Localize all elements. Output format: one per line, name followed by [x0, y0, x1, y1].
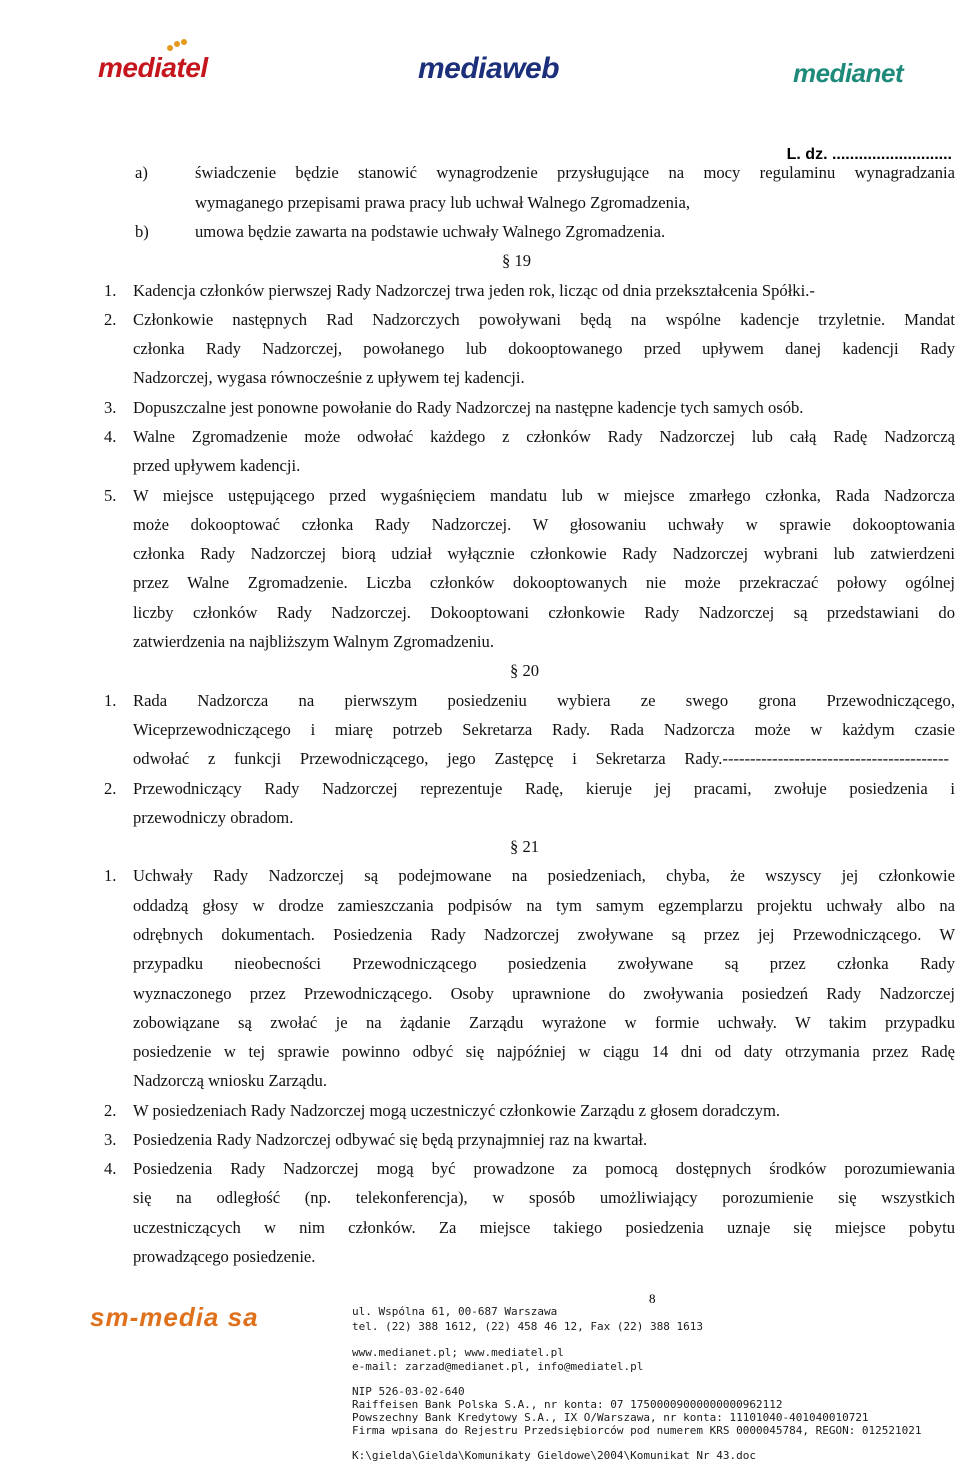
text-line: Walne Zgromadzenie może odwołać każdego z członków Rady Nadzorczej lub całą Radę Nadzorczą — [133, 427, 955, 446]
text-line: może dokooptować członka Rady Nadzorczej. W głosowaniu uchwały w sprawie dokooptowania — [133, 515, 955, 534]
text-line: prowadzącego posiedzenie. — [133, 1247, 316, 1266]
item-number: 5. — [104, 486, 117, 505]
footer-krs: Firma wpisana do Rejestru Przedsiębiorców pod numerem KRS 0000045784, REGON: 012521021 — [352, 1424, 922, 1437]
text-line: Posiedzenia Rady Nadzorczej mogą być prowadzone za pomocą dostępnych środków porozumiewania — [133, 1159, 955, 1178]
medianet-logo — [793, 58, 903, 89]
item-number: 1. — [104, 281, 117, 300]
footer-file-path: K:\gielda\Gielda\Komunikaty Gieldowe\2004\Komunikat Nr 43.doc — [352, 1449, 756, 1462]
text-line: przewodniczy obradom. — [133, 808, 294, 827]
footer-email: e-mail: zarzad@medianet.pl, info@mediatel.pl — [352, 1360, 644, 1373]
mediatel-logo-text: mediatel — [98, 52, 208, 83]
item-number: 2. — [104, 779, 117, 798]
item-number: 3. — [104, 1130, 117, 1149]
item-number: 3. — [104, 398, 117, 417]
text-line: świadczenie będzie stanowić wynagrodzenie przysługujące na mocy regulaminu wynagradzania — [195, 163, 955, 182]
text-line: przed upływem kadencji. — [133, 456, 301, 475]
text-line: członka Rady Nadzorczej biorą udział wyłącznie członkowie Rady Nadzorczej wybrani lub zatwierdzeni — [133, 544, 955, 563]
item-number: 2. — [104, 1101, 117, 1120]
item-number: 1. — [104, 691, 117, 710]
text-line: członka Rady Nadzorczej, powołanego lub dokooptowanego przed upływem danej kadencji Rady — [133, 339, 955, 358]
footer-address: ul. Wspólna 61, 00-687 Warszawa — [352, 1305, 558, 1318]
text-line: Wiceprzewodniczącego i miarę potrzeb Sekretarza Rady. Rada Nadzorcza może w każdym czasie — [133, 720, 955, 739]
text-line: odrębnych dokumentach. Posiedzenia Rady Nadzorczej zwoływane są przez jej Przewodniczącego. W — [133, 925, 955, 944]
footer-www: www.medianet.pl; www.mediatel.pl — [352, 1346, 564, 1359]
footer-bank-2: Powszechny Bank Kredytowy S.A., IX O/Warszawa, nr konta: 11101040-401040010721 — [352, 1411, 869, 1424]
footer-bank-1: Raiffeisen Bank Polska S.A., nr konta: 07 17500009000000000962112 — [352, 1398, 783, 1411]
text-line: W miejsce ustępującego przed wygaśnięciem mandatu lub w miejsce zmarłego członka, Rada Nadzorcza — [133, 486, 955, 505]
text-line: wyznaczonego przez Przewodniczącego. Osoby uprawnione do zwoływania posiedzeń Rady Nadzorczej — [133, 984, 955, 1003]
text-line: Członkowie następnych Rad Nadzorczych powoływani będą na wspólne kadencje trzyletnie. Mandat — [133, 310, 955, 329]
text-line: Uchwały Rady Nadzorczej są podejmowane na posiedzeniach, chyba, że wszyscy jej członkowie — [133, 866, 955, 885]
text-line: przypadku nieobecności Przewodniczącego posiedzenia zwoływane są przez członka Rady — [133, 954, 955, 973]
section-heading: § 21 — [510, 837, 540, 856]
text-line: Przewodniczący Rady Nadzorczej reprezentuje Radę, kieruje jej pracami, zwołuje posiedzenia i — [133, 779, 955, 798]
text-line: odwołać z funkcji Przewodniczącego, jego Zastępcę i Sekretarza Rady.----------------------------------------- — [133, 749, 949, 768]
text-line: Nadzorczą wniosku Zarządu. — [133, 1071, 327, 1090]
text-line: przez Walne Zgromadzenie. Liczba członków dokooptowanych nie może przekraczać połowy ogólnej — [133, 573, 955, 592]
text-line: umowa będzie zawarta na podstawie uchwały Walnego Zgromadzenia. — [195, 222, 666, 241]
footer-phone: tel. (22) 388 1612, (22) 458 46 12, Fax (22) 388 1613 — [352, 1320, 703, 1333]
sm-media-logo: sm-media sa — [90, 1302, 259, 1332]
text-line: W posiedzeniach Rady Nadzorczej mogą uczestniczyć członkowie Zarządu z głosem doradczym. — [133, 1101, 781, 1120]
text-line: Rada Nadzorcza na pierwszym posiedzeniu wybiera ze swego grona Przewodniczącego, — [133, 691, 955, 710]
item-number: 4. — [104, 427, 117, 446]
text-line: Nadzorczej, wygasa równocześnie z upływem tej kadencji. — [133, 368, 525, 387]
medianet-logo-text: medianet — [793, 58, 904, 88]
text-line: zobowiązane są zwołać je na żądanie Zarządu wyrażone w formie uchwały. W takim przypadku — [133, 1013, 955, 1032]
item-number: 4. — [104, 1159, 117, 1178]
mediaweb-logo — [418, 52, 559, 86]
text-line: się na odległość (np. telekonferencja), w sposób umożliwiający porozumienie się wszystkich — [133, 1188, 955, 1207]
item-number: 2. — [104, 310, 117, 329]
text-line: zatwierdzenia na najbliższym Walnym Zgromadzeniu. — [133, 632, 494, 651]
text-line: posiedzenie w tej sprawie powinno odbyć się najpóźniej w ciągu 14 dni od daty otrzymania przez Radę — [133, 1042, 955, 1061]
text-line: Posiedzenia Rady Nadzorczej odbywać się będą przynajmniej raz na kwartał. — [133, 1130, 648, 1149]
section-heading: § 19 — [502, 251, 532, 270]
section-heading: § 20 — [510, 661, 540, 680]
text-line: oddadzą głosy w drodze zamieszczania podpisów na tym samym egzemplarzu projektu uchwały albo na — [133, 896, 955, 915]
text-line: wymaganego przepisami prawa pracy lub uchwał Walnego Zgromadzenia, — [195, 193, 691, 212]
page-number: 8 — [649, 1291, 656, 1306]
footer-nip: NIP 526-03-02-640 — [352, 1385, 465, 1398]
item-label: a) — [135, 163, 148, 182]
text-line: Dopuszczalne jest ponowne powołanie do Rady Nadzorczej na następne kadencje tych samych osób. — [133, 398, 804, 417]
text-line: liczby członków Rady Nadzorczej. Dokooptowani członkowie Rady Nadzorczej są przedstawiani do — [133, 603, 955, 622]
document-reference-number: L. dz. ........................... — [786, 146, 952, 163]
text-line: uczestniczących w nim członków. Za miejsce takiego posiedzenia uznaje się miejsce pobytu — [133, 1218, 955, 1237]
item-label: b) — [135, 222, 149, 241]
mediatel-logo-accent-icon — [166, 38, 192, 52]
text-line: Kadencja członków pierwszej Rady Nadzorczej trwa jeden rok, licząc od dnia przekształcenia Spółki.- — [133, 281, 815, 300]
mediatel-logo — [98, 52, 208, 84]
mediaweb-logo-text: mediaweb — [418, 52, 560, 85]
item-number: 1. — [104, 866, 117, 885]
